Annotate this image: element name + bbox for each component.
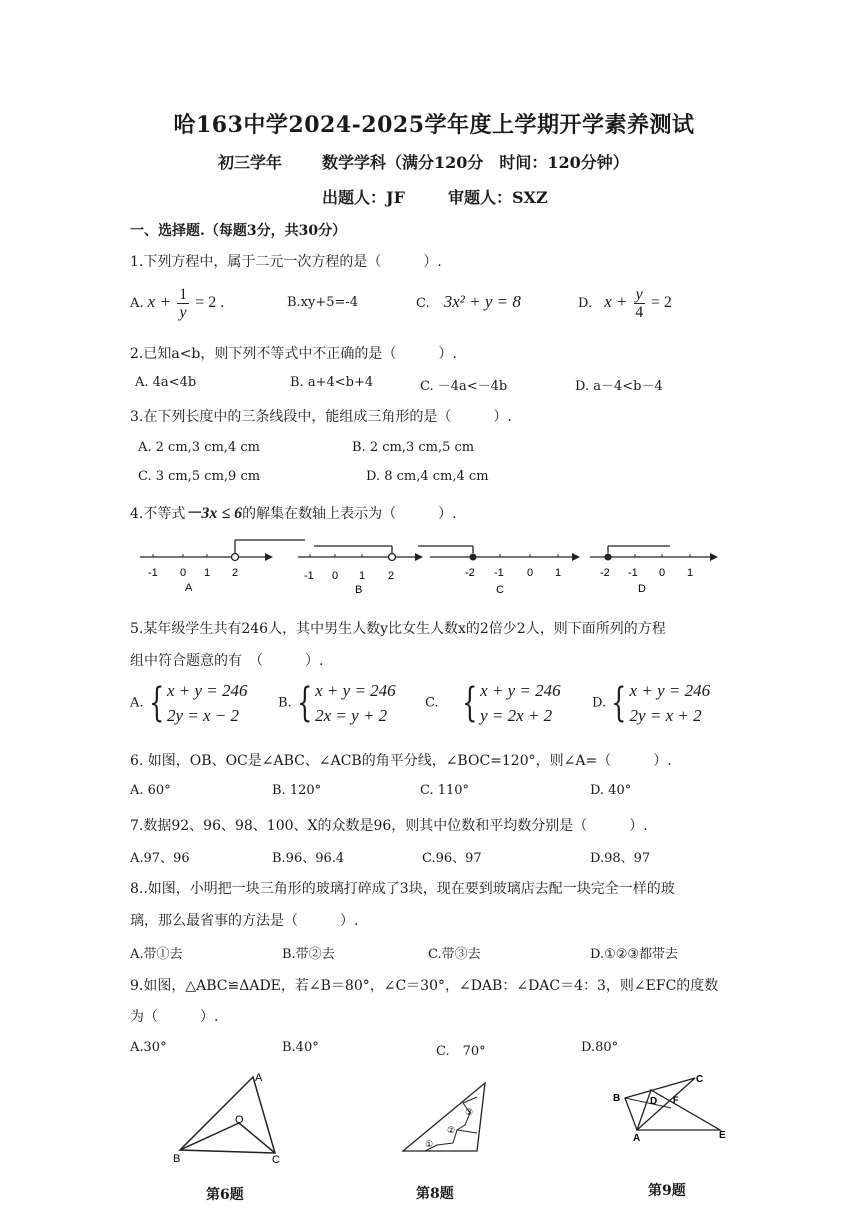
q1-c-math: 3x² + y = 8: [443, 292, 521, 311]
q3-option-d: D. 8 cm,4 cm,4 cm: [366, 469, 489, 484]
q1-d-den: 4: [635, 304, 644, 321]
fig9-label-a: A: [633, 1133, 641, 1144]
q1-d-rest: = 2: [650, 294, 672, 311]
q5-d-eq1: x + y = 246: [629, 681, 711, 700]
q5-d-system: [630, 678, 711, 728]
fig9-label-d: D: [650, 1096, 658, 1107]
numberline-a-label: A: [185, 582, 193, 594]
number-lines-figure: [130, 535, 730, 597]
page-title: 哈163中学2024-2025学年度上学期开学素养测试: [173, 112, 695, 138]
q1-option-b: B.xy+5=-4: [287, 295, 359, 310]
q4-stem-post: 的解集在数轴上表示为（ ）.: [242, 506, 457, 522]
tick-d-3: 1: [687, 567, 694, 579]
question-7-stem: 7.数据92、96、98、100、X的众数是96，则其中位数和平均数分别是（ ）.: [130, 818, 648, 834]
tick-b-0: -1: [304, 570, 314, 582]
q1-a-num: 1: [179, 286, 188, 303]
q5-c-brace: {: [461, 680, 477, 726]
q1-c-label: C.: [416, 296, 430, 311]
q5-c-eq1: x + y = 246: [480, 681, 561, 700]
fig6-label-o: O: [235, 1114, 244, 1126]
fig6-label-c: C: [272, 1154, 280, 1166]
q5-b-system: [315, 678, 396, 728]
numberline-b: [298, 546, 423, 596]
q5-b-brace: {: [296, 680, 313, 726]
fig9-label-c: C: [696, 1074, 704, 1085]
q7-option-c: C.96、97: [422, 851, 482, 866]
q5-c-label: C.: [425, 695, 439, 711]
fig9-label-b: B: [613, 1093, 621, 1104]
tick-a-2: 1: [204, 567, 211, 579]
figure-9: [605, 1068, 735, 1148]
q5-d-label: D.: [592, 695, 607, 711]
grade-label: 初三学年: [218, 153, 283, 172]
q9-option-c: C. 70°: [436, 1044, 486, 1059]
question-4-stem: [130, 500, 457, 523]
q1-a-fraction: [177, 286, 189, 321]
q2-option-a: A. 4a<4b: [135, 375, 197, 390]
tick-c-1: -1: [494, 567, 504, 579]
q3-option-c: C. 3 cm,5 cm,9 cm: [138, 469, 261, 484]
q9-option-d: D.80°: [581, 1040, 619, 1055]
q1-a-label: A.: [130, 296, 144, 311]
tick-a-1: 0: [180, 567, 187, 579]
q8-option-d: D.①②③都带去: [590, 947, 679, 962]
q4-stem-math: －3x ≤ 6: [185, 505, 243, 522]
question-8-stem-line2: 璃，那么最省事的方法是（ ）.: [130, 913, 359, 929]
q5-a-eq2: 2y = x − 2: [166, 706, 240, 725]
q5-a-label: A.: [130, 695, 144, 711]
q1-a-x: x +: [147, 292, 171, 311]
q1-option-a: [130, 286, 224, 321]
tick-c-0: -2: [465, 567, 475, 579]
q1-d-label: D.: [578, 296, 593, 311]
q2-option-c: C. －4a<－4b: [420, 379, 508, 394]
numberline-c-label: C: [496, 584, 504, 596]
subject-label: 数学学科（满分120分 时间：120分钟）: [322, 153, 629, 172]
section-heading: 一、选择题.（每题3分，共30分）: [130, 223, 347, 239]
q2-option-d: D. a－4<b－4: [575, 379, 663, 394]
figure-8: [395, 1075, 495, 1160]
fig9-label-e: E: [719, 1130, 726, 1141]
figure-6: [165, 1065, 295, 1170]
q5-a-system: [167, 678, 248, 728]
numberline-d-label: D: [638, 583, 646, 595]
q1-option-d: [578, 286, 672, 321]
tick-d-2: 0: [659, 567, 666, 579]
q3-option-a: A. 2 cm,3 cm,4 cm: [138, 440, 260, 455]
q1-a-den: y: [179, 304, 187, 321]
question-6-stem: 6. 如图，OB、OC是∠ABC、∠ACB的角平分线，∠BOC=120°，则∠A=（ ）.: [130, 753, 672, 769]
q1-d-num: y: [635, 286, 643, 303]
numberline-d: [590, 546, 718, 595]
q9-option-b: B.40°: [282, 1040, 319, 1055]
question-5-stem-line1: 5.某年级学生共有246人，其中男生人数y比女生人数x的2倍少2人，则下面所列的方程: [130, 621, 666, 637]
fig6-label-a: A: [255, 1072, 263, 1084]
question-9-stem-line1: 9.如图，△ABC≌ΔADE，若∠B＝80°，∠C＝30°，∠DAB：∠DAC＝4：3，则∠EFC的度数: [130, 978, 719, 994]
fig8-piece-2: ②: [447, 1125, 456, 1135]
q8-option-b: B.带②去: [282, 947, 335, 962]
q7-option-b: B.96、96.4: [272, 851, 345, 866]
question-5-stem-line2: 组中符合题意的有 （ ）.: [130, 653, 324, 669]
q5-option-d: [592, 678, 710, 728]
q5-c-eq2: y = 2x + 2: [480, 706, 553, 725]
tick-a-3: 2: [232, 567, 239, 579]
q1-a-rest: = 2 .: [195, 294, 225, 311]
q5-d-brace: {: [611, 680, 627, 726]
q5-option-a: [130, 678, 248, 728]
tick-c-3: 1: [555, 567, 562, 579]
question-1-stem: 1.下列方程中，属于二元一次方程的是（ ）.: [130, 254, 442, 270]
q5-option-c: [425, 678, 561, 728]
tick-d-1: -1: [628, 567, 638, 579]
q8-option-a: A.带①去: [130, 947, 183, 962]
q5-a-brace: {: [148, 680, 164, 726]
q7-option-a: A.97、96: [130, 851, 190, 866]
q5-a-eq1: x + y = 246: [166, 681, 248, 700]
q5-b-label: B.: [278, 695, 292, 711]
tick-a-0: -1: [148, 567, 158, 579]
question-8-stem-line1: 8..如图，小明把一块三角形的玻璃打碎成了3块，现在要到玻璃店去配一块完全一样的玻: [130, 881, 675, 897]
fig9-label-f: F: [673, 1095, 679, 1105]
setter-label: 出题人：JF: [322, 188, 405, 207]
reviewer-label: 审题人：SXZ: [448, 188, 548, 207]
tick-d-0: -2: [600, 567, 610, 579]
fig8-piece-1: ①: [425, 1139, 434, 1149]
q1-option-c: [416, 292, 521, 312]
q3-option-b: B. 2 cm,3 cm,5 cm: [352, 440, 475, 455]
q5-c-system: [480, 678, 561, 728]
question-9-stem-line2: 为（ ）.: [130, 1009, 219, 1025]
q6-option-a: A. 60°: [130, 783, 171, 798]
q6-option-b: B. 120°: [272, 783, 322, 798]
fig6-label-b: B: [173, 1153, 181, 1165]
fig8-caption: 第8题: [416, 1186, 454, 1202]
q5-b-eq1: x + y = 246: [315, 681, 396, 700]
q1-d-fraction: [634, 286, 645, 321]
q1-d-x: x +: [604, 292, 628, 311]
question-3-stem: 3.在下列长度中的三条线段中，能组成三角形的是（ ）.: [130, 409, 512, 425]
numberline-b-label: B: [355, 584, 363, 596]
q4-stem-pre: 4.不等式: [130, 506, 186, 522]
tick-b-1: 0: [332, 570, 339, 582]
tick-c-2: 0: [527, 567, 534, 579]
q7-option-d: D.98、97: [590, 851, 651, 866]
q6-option-d: D. 40°: [590, 783, 632, 798]
fig9-caption: 第9题: [648, 1183, 686, 1199]
q2-option-b: B. a+4<b+4: [290, 375, 374, 390]
fig8-piece-3: ③: [465, 1107, 474, 1117]
tick-b-2: 1: [359, 570, 366, 582]
numberline-c: [418, 546, 580, 596]
q6-option-c: C. 110°: [420, 783, 470, 798]
q9-option-a: A.30°: [130, 1040, 167, 1055]
q8-option-c: C.带③去: [428, 947, 481, 962]
numberline-a: [140, 540, 305, 594]
q5-option-b: [278, 678, 396, 728]
q5-b-eq2: 2x = y + 2: [315, 706, 388, 725]
fig6-caption: 第6题: [206, 1187, 244, 1203]
question-2-stem: 2.已知a<b，则下列不等式中不正确的是（ ）.: [130, 346, 457, 362]
q5-d-eq2: 2y = x + 2: [629, 706, 702, 725]
tick-b-3: 2: [388, 570, 395, 582]
